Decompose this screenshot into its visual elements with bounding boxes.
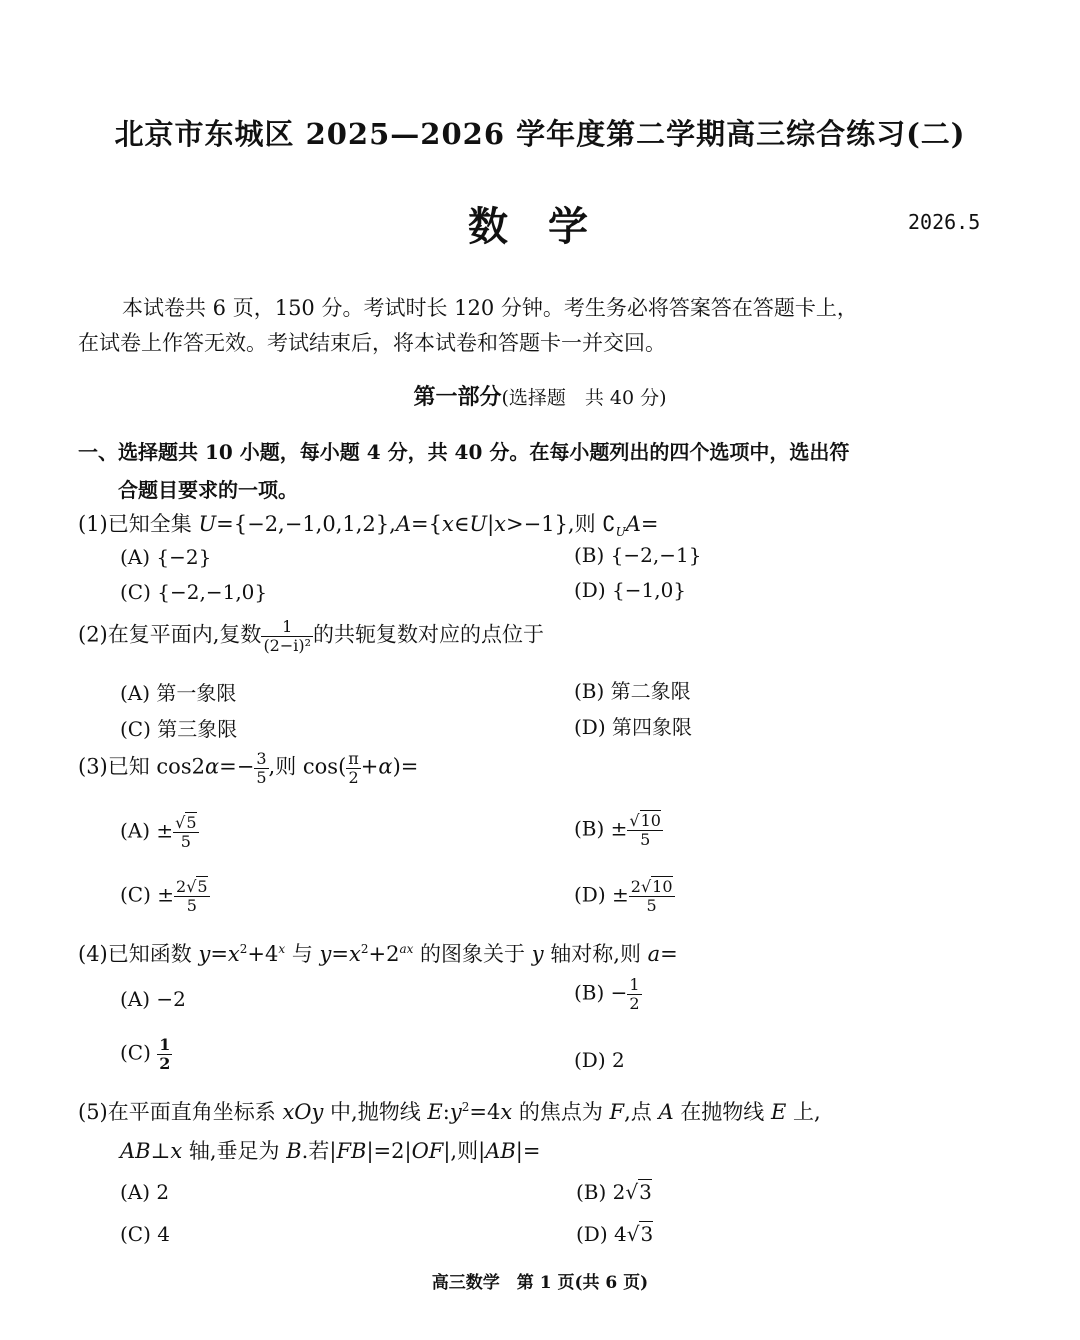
question-5-stem-line-1: (5)在平面直角坐标系 xOy 中,抛物线 $E:y^2=4x$ 的焦点为 F,点 A 在抛物线 E 上,	[78, 1100, 821, 1124]
question-5-option-c[interactable]: (C) 4	[120, 1222, 170, 1246]
instructions-line-2: 在试卷上作答无效。考试结束后，将本试卷和答题卡一并交回。	[78, 331, 666, 355]
question-5-option-a[interactable]: (A) 2	[120, 1180, 170, 1204]
question-4-option-c[interactable]: (C) $\frac{1}{2}$	[120, 1035, 171, 1073]
exam-title: 北京市东城区 2025—2026 学年度第二学期高三综合练习(二)	[114, 117, 966, 151]
part-1-heading	[0, 380, 1080, 411]
question-3-option-c[interactable]: (C) ± $\frac{2√5}{5}$	[120, 877, 208, 915]
question-2-option-c[interactable]: (C) 第三象限	[120, 717, 238, 741]
question-4-option-b[interactable]: (B) − $\frac{1}{2}$	[574, 975, 640, 1013]
instructions-line-1: 本试卷共 6 页，150 分。考试时长 120 分钟。考生务必将答案答在答题卡上，	[122, 296, 858, 320]
question-3-option-d[interactable]: (D) ± $\frac{2√10}{5}$	[574, 877, 673, 915]
question-2-fraction: $\frac{1}{\text{(2−i)²}}$	[263, 617, 312, 655]
question-2-stem: (2)在复平面内,复数 $\frac{1}{\text{(2−i)²}}$ 的共轭复数对应的点位于	[78, 617, 545, 655]
question-2-option-b[interactable]: (B) 第二象限	[574, 679, 691, 703]
part-1-note: (选择题 共 40 分)	[501, 387, 667, 409]
section-1-line-2: 合题目要求的一项。	[118, 478, 298, 502]
question-3-option-a[interactable]: (A) ± $\frac{√5}{5}$	[120, 813, 197, 851]
question-1-stem: (1)已知全集 U={−2,−1,0,1,2},A={x∈U|x>−1},则 $∁_UA=$	[78, 512, 659, 540]
question-1-option-d[interactable]: (D) {−1,0}	[574, 578, 687, 602]
part-1-title: 第一部分	[413, 384, 502, 410]
section-1-line-1: 一、选择题共 10 小题，每小题 4 分，共 40 分。在每小题列出的四个选项中，选出符	[78, 440, 850, 464]
question-4-option-d[interactable]: (D) 2	[574, 1048, 625, 1072]
exam-date: 2026.5	[908, 210, 981, 234]
subject-title: 数 学	[468, 203, 588, 250]
question-1-option-a[interactable]: (A) {−2}	[120, 545, 212, 569]
question-5-option-d[interactable]: (D) 4√3	[576, 1222, 654, 1246]
question-2-option-a[interactable]: (A) 第一象限	[120, 681, 237, 705]
question-4-stem: (4)已知函数 $y=x^2+4^x$ 与 $y=x^2+2^{ax}$ 的图象关于 y 轴对称,则 a=	[78, 942, 678, 966]
question-1-option-b[interactable]: (B) {−2,−1}	[574, 543, 702, 567]
question-4-option-a[interactable]: (A) −2	[120, 987, 186, 1011]
question-2-option-d[interactable]: (D) 第四象限	[574, 715, 692, 739]
question-3-option-b[interactable]: (B) ± $\frac{√10}{5}$	[574, 811, 661, 849]
question-5-stem-line-2: AB⊥x 轴,垂足为 B.若|FB|=2|OF|,则|AB|=	[120, 1139, 541, 1163]
question-5-option-b[interactable]: (B) 2√3	[576, 1180, 652, 1204]
question-1-option-c[interactable]: (C) {−2,−1,0}	[120, 580, 268, 604]
page-footer: 高三数学 第 1 页(共 6 页)	[431, 1273, 649, 1293]
question-3-stem: (3)已知 cos2α=− $\frac{3}{5}$ ,则 cos( $\frac{\pi}{2}$ +α)=	[78, 749, 419, 787]
